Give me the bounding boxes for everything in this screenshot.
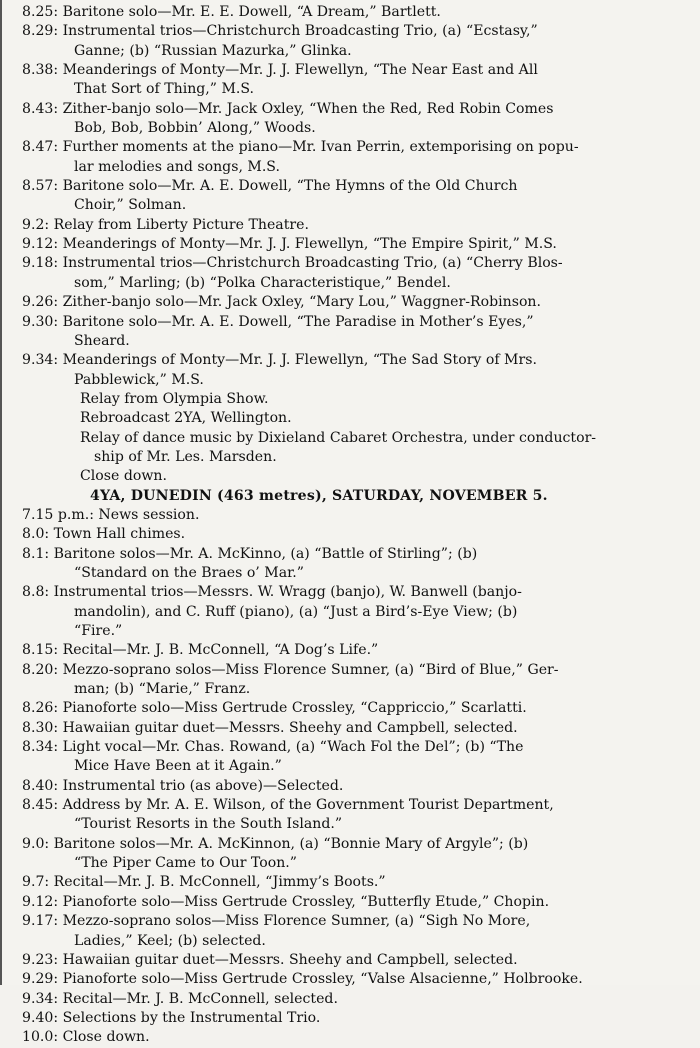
programme-line: 8.45: Address by Mr. A. E. Wilson, of the Government Tourist Department, [22,797,554,814]
programme-line-continuation: Ganne; (b) “Russian Mazurka,” Glinka. [74,42,352,59]
programme-line: 8.34: Light vocal—Mr. Chas. Rowand, (a) “Wach Fol the Del”; (b) “The [22,739,524,756]
programme-line: 8.15: Recital—Mr. J. B. McConnell, “A Dog’s Life.” [22,642,379,659]
programme-note: Close down. [80,468,167,485]
programme-line: 8.25: Baritone solo—Mr. E. E. Dowell, “A Dream,” Bartlett. [22,4,441,20]
programme-line-continuation: That Sort of Thing,” M.S. [74,81,255,98]
programme-line: 8.29: Instrumental trios—Christchurch Broadcasting Trio, (a) “Ecstasy,” [22,23,538,40]
programme-line: 8.1: Baritone solos—Mr. A. McKinno, (a) “Battle of Stirling”; (b) [22,545,478,562]
programme-line: 9.2: Relay from Liberty Picture Theatre. [22,216,309,233]
programme-line: 9.23: Hawaiian guitar duet—Messrs. Sheehy and Campbell, selected. [22,951,518,968]
programme-line-continuation: Bob, Bob, Bobbin’ Along,” Woods. [74,120,316,137]
programme-line: 9.40: Selections by the Instrumental Trio. [22,1009,321,1026]
programme-line: 9.34: Meanderings of Monty—Mr. J. J. Flewellyn, “The Sad Story of Mrs. [22,352,537,369]
programme-note: Relay of dance music by Dixieland Cabaret Orchestra, under conductor- [80,429,597,446]
programme-line: 8.57: Baritone solo—Mr. A. E. Dowell, “The Hymns of the Old Church [22,178,518,195]
programme-line-continuation: Ladies,” Keel; (b) selected. [74,932,266,949]
programme-line-continuation: Choir,” Solman. [74,197,187,214]
programme-line: 8.43: Zither-banjo solo—Mr. Jack Oxley, “When the Red, Red Robin Comes [22,100,554,117]
programme-line: 7.15 p.m.: News session. [22,506,200,523]
programme-line-continuation: “The Piper Came to Our Toon.” [74,855,297,872]
programme-note: Rebroadcast 2YA, Wellington. [80,410,292,427]
programme-line: 9.7: Recital—Mr. J. B. McConnell, “Jimmy’s Boots.” [22,874,386,891]
programme-line: 9.30: Baritone solo—Mr. A. E. Dowell, “The Paradise in Mother’s Eyes,” [22,313,534,330]
programme-line: 8.26: Pianoforte solo—Miss Gertrude Crossley, “Cappriccio,” Scarlatti. [22,700,527,717]
programme-line-continuation: “Tourist Resorts in the South Island.” [74,816,343,833]
programme-line-continuation: Mice Have Been at it Again.” [74,758,282,775]
programme-line: 8.47: Further moments at the piano—Mr. Ivan Perrin, extemporising on popu- [22,139,579,156]
programme-line-continuation: ship of Mr. Les. Marsden. [94,448,277,465]
programme-line: 9.12: Meanderings of Monty—Mr. J. J. Flewellyn, “The Empire Spirit,” M.S. [22,236,557,253]
programme-line: 10.0: Close down. [22,1029,150,1046]
programme-line: 8.0: Town Hall chimes. [22,526,186,543]
programme-listing [22,3,694,1048]
programme-line-continuation: Pabblewick,” M.S. [74,371,204,388]
programme-note: Relay from Olympia Show. [80,390,269,407]
programme-line: 9.12: Pianoforte solo—Miss Gertrude Crossley, “Butterfly Etude,” Chopin. [22,893,550,910]
programme-line: 9.18: Instrumental trios—Christchurch Broadcasting Trio, (a) “Cherry Blos- [22,255,563,272]
programme-line: 8.30: Hawaiian guitar duet—Messrs. Sheehy and Campbell, selected. [22,719,518,736]
programme-line-continuation: man; (b) “Marie,” Franz. [74,681,251,698]
programme-line: 8.40: Instrumental trio (as above)—Selected. [22,777,344,794]
programme-line-continuation: “Fire.” [74,623,123,639]
programme-line-continuation: Sheard. [74,332,130,349]
programme-line-continuation: lar melodies and songs, M.S. [74,158,280,175]
programme-line-continuation: som,” Marling; (b) “Polka Characteristique,” Bendel. [74,274,451,291]
programme-line: 9.17: Mezzo-soprano solos—Miss Florence Sumner, (a) “Sigh No More, [22,913,531,930]
programme-line: 8.38: Meanderings of Monty—Mr. J. J. Flewellyn, “The Near East and All [22,62,538,79]
programme-line: 9.29: Pianoforte solo—Miss Gertrude Crossley, “Valse Alsacienne,” Holbrooke. [22,971,583,988]
station-heading: 4YA, DUNEDIN (463 metres), SATURDAY, NOVEMBER 5. [90,487,548,504]
programme-line: 9.0: Baritone solos—Mr. A. McKinnon, (a) “Bonnie Mary of Argyle”; (b) [22,835,529,852]
programme-line-continuation: “Standard on the Braes o’ Mar.” [74,564,304,581]
programme-line: 8.8: Instrumental trios—Messrs. W. Wragg (banjo), W. Banwell (banjo- [22,584,522,601]
programme-line-continuation: mandolin), and C. Ruff (piano), (a) “Just a Bird’s-Eye View; (b) [74,603,518,620]
programme-line: 8.20: Mezzo-soprano solos—Miss Florence Sumner, (a) “Bird of Blue,” Ger- [22,661,559,678]
programme-line: 9.34: Recital—Mr. J. B. McConnell, selected. [22,990,338,1007]
programme-line: 9.26: Zither-banjo solo—Mr. Jack Oxley, “Mary Lou,” Waggner-Robinson. [22,294,541,311]
